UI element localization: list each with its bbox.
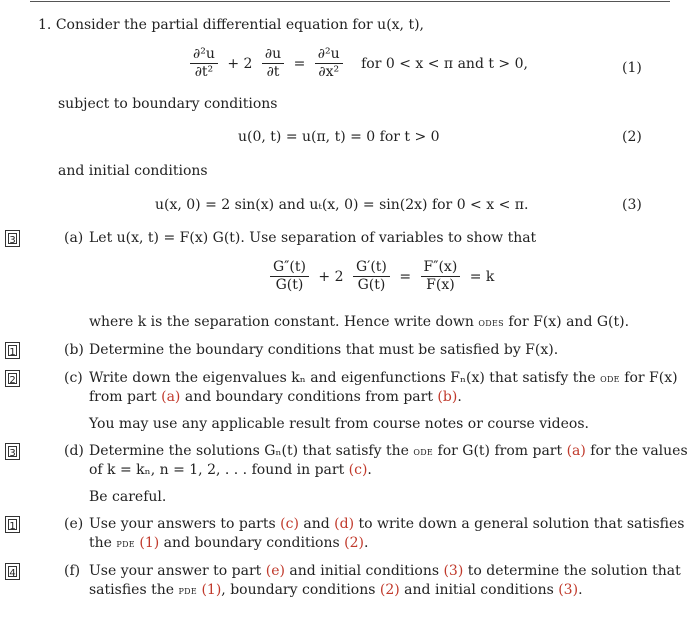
question-intro-text: Consider the partial differential equation for u(x, t), (55, 17, 424, 33)
part-e-line2: the pde (1) and boundary conditions (2). (89, 535, 369, 551)
part-d-line1: Determine the solutions Gₙ(t) that satisfy the ode for G(t) from part (a) for the values (89, 443, 688, 459)
part-f-label: (f) (64, 563, 81, 579)
eq1-term2: $\frac{\partial u}{\partial t}$ (262, 46, 284, 81)
part-e-line1: Use your answers to parts (c) and (d) to write down a general solution that satisfies (89, 516, 685, 532)
marks-box-f: 4 (5, 563, 20, 580)
part-d-label: (d) (64, 443, 84, 459)
part-e-label: (e) (64, 516, 84, 532)
eq1-rhs: $\frac{\text{∂²u}}{\text{∂x²}}$ (315, 46, 343, 81)
part-d-line2: of k = kₙ, n = 1, 2, . . . found in part (c). (89, 462, 372, 478)
part-a-label: (a) (64, 230, 84, 246)
part-b-label: (b) (64, 342, 84, 358)
marks-box-b: 1 (5, 342, 20, 359)
part-c-line2: from part (a) and boundary conditions from part (b). (89, 389, 462, 405)
eq1-term1: $\frac{\text{∂²u}}{\text{∂t²}}$ (190, 46, 218, 81)
eq1-condition: for 0 < x < π and t > 0, (361, 55, 528, 72)
part-d-note: Be careful. (89, 489, 167, 505)
initial-intro-text: and initial conditions (58, 163, 208, 179)
question-number: 1. (38, 17, 52, 33)
boundary-intro-text: subject to boundary conditions (58, 96, 278, 112)
part-c-note: You may use any applicable result from course notes or course videos. (89, 416, 589, 432)
part-a-text: Let u(x, t) = F(x) G(t). Use separation of variables to show that (89, 230, 537, 246)
marks-box-a: 3 (5, 230, 20, 247)
marks-box-c: 2 (5, 370, 20, 387)
part-c-line1: Write down the eigenvalues kₙ and eigenfunctions Fₙ(x) that satisfy the ode for F(x) (89, 370, 678, 386)
equation-3-number: (3) (622, 197, 642, 213)
equation-2-number: (2) (622, 129, 642, 145)
equation-3: u(x, 0) = 2 sin(x) and uₜ(x, 0) = sin(2x) for 0 < x < π. (155, 197, 529, 213)
separation-equation: $\frac{G''(t)}{G(t)}$ + 2 $\frac{G'(t)}{G(t)}$ = $\frac{F''(x)}{F(x)}$ = k (268, 259, 497, 294)
part-a-followup: where k is the separation constant. Hence write down odes for F(x) and G(t). (89, 314, 630, 330)
part-f-line2: satisfies the pde (1), boundary conditions (2) and initial conditions (3). (89, 582, 583, 598)
question-intro (38, 17, 424, 34)
equation-2: u(0, t) = u(π, t) = 0 for t > 0 (238, 129, 440, 145)
part-f-line1: Use your answer to part (e) and initial conditions (3) to determine the solution that (89, 563, 681, 579)
marks-box-e: 1 (5, 516, 20, 533)
part-c-label: (c) (64, 370, 83, 386)
equation-1: $\frac{\text{∂²u}}{\text{∂t²}}$ + 2 $\frac{\partial u}{\partial t}$ = $\frac{\text{∂²u}}{\text{∂x²}}$ for 0 < x < π and t > 0, (188, 46, 531, 81)
part-b-text: Determine the boundary conditions that must be satisfied by F(x). (89, 342, 559, 358)
marks-box-d: 3 (5, 443, 20, 460)
top-rule (30, 1, 670, 2)
equation-1-number: (1) (622, 60, 642, 76)
